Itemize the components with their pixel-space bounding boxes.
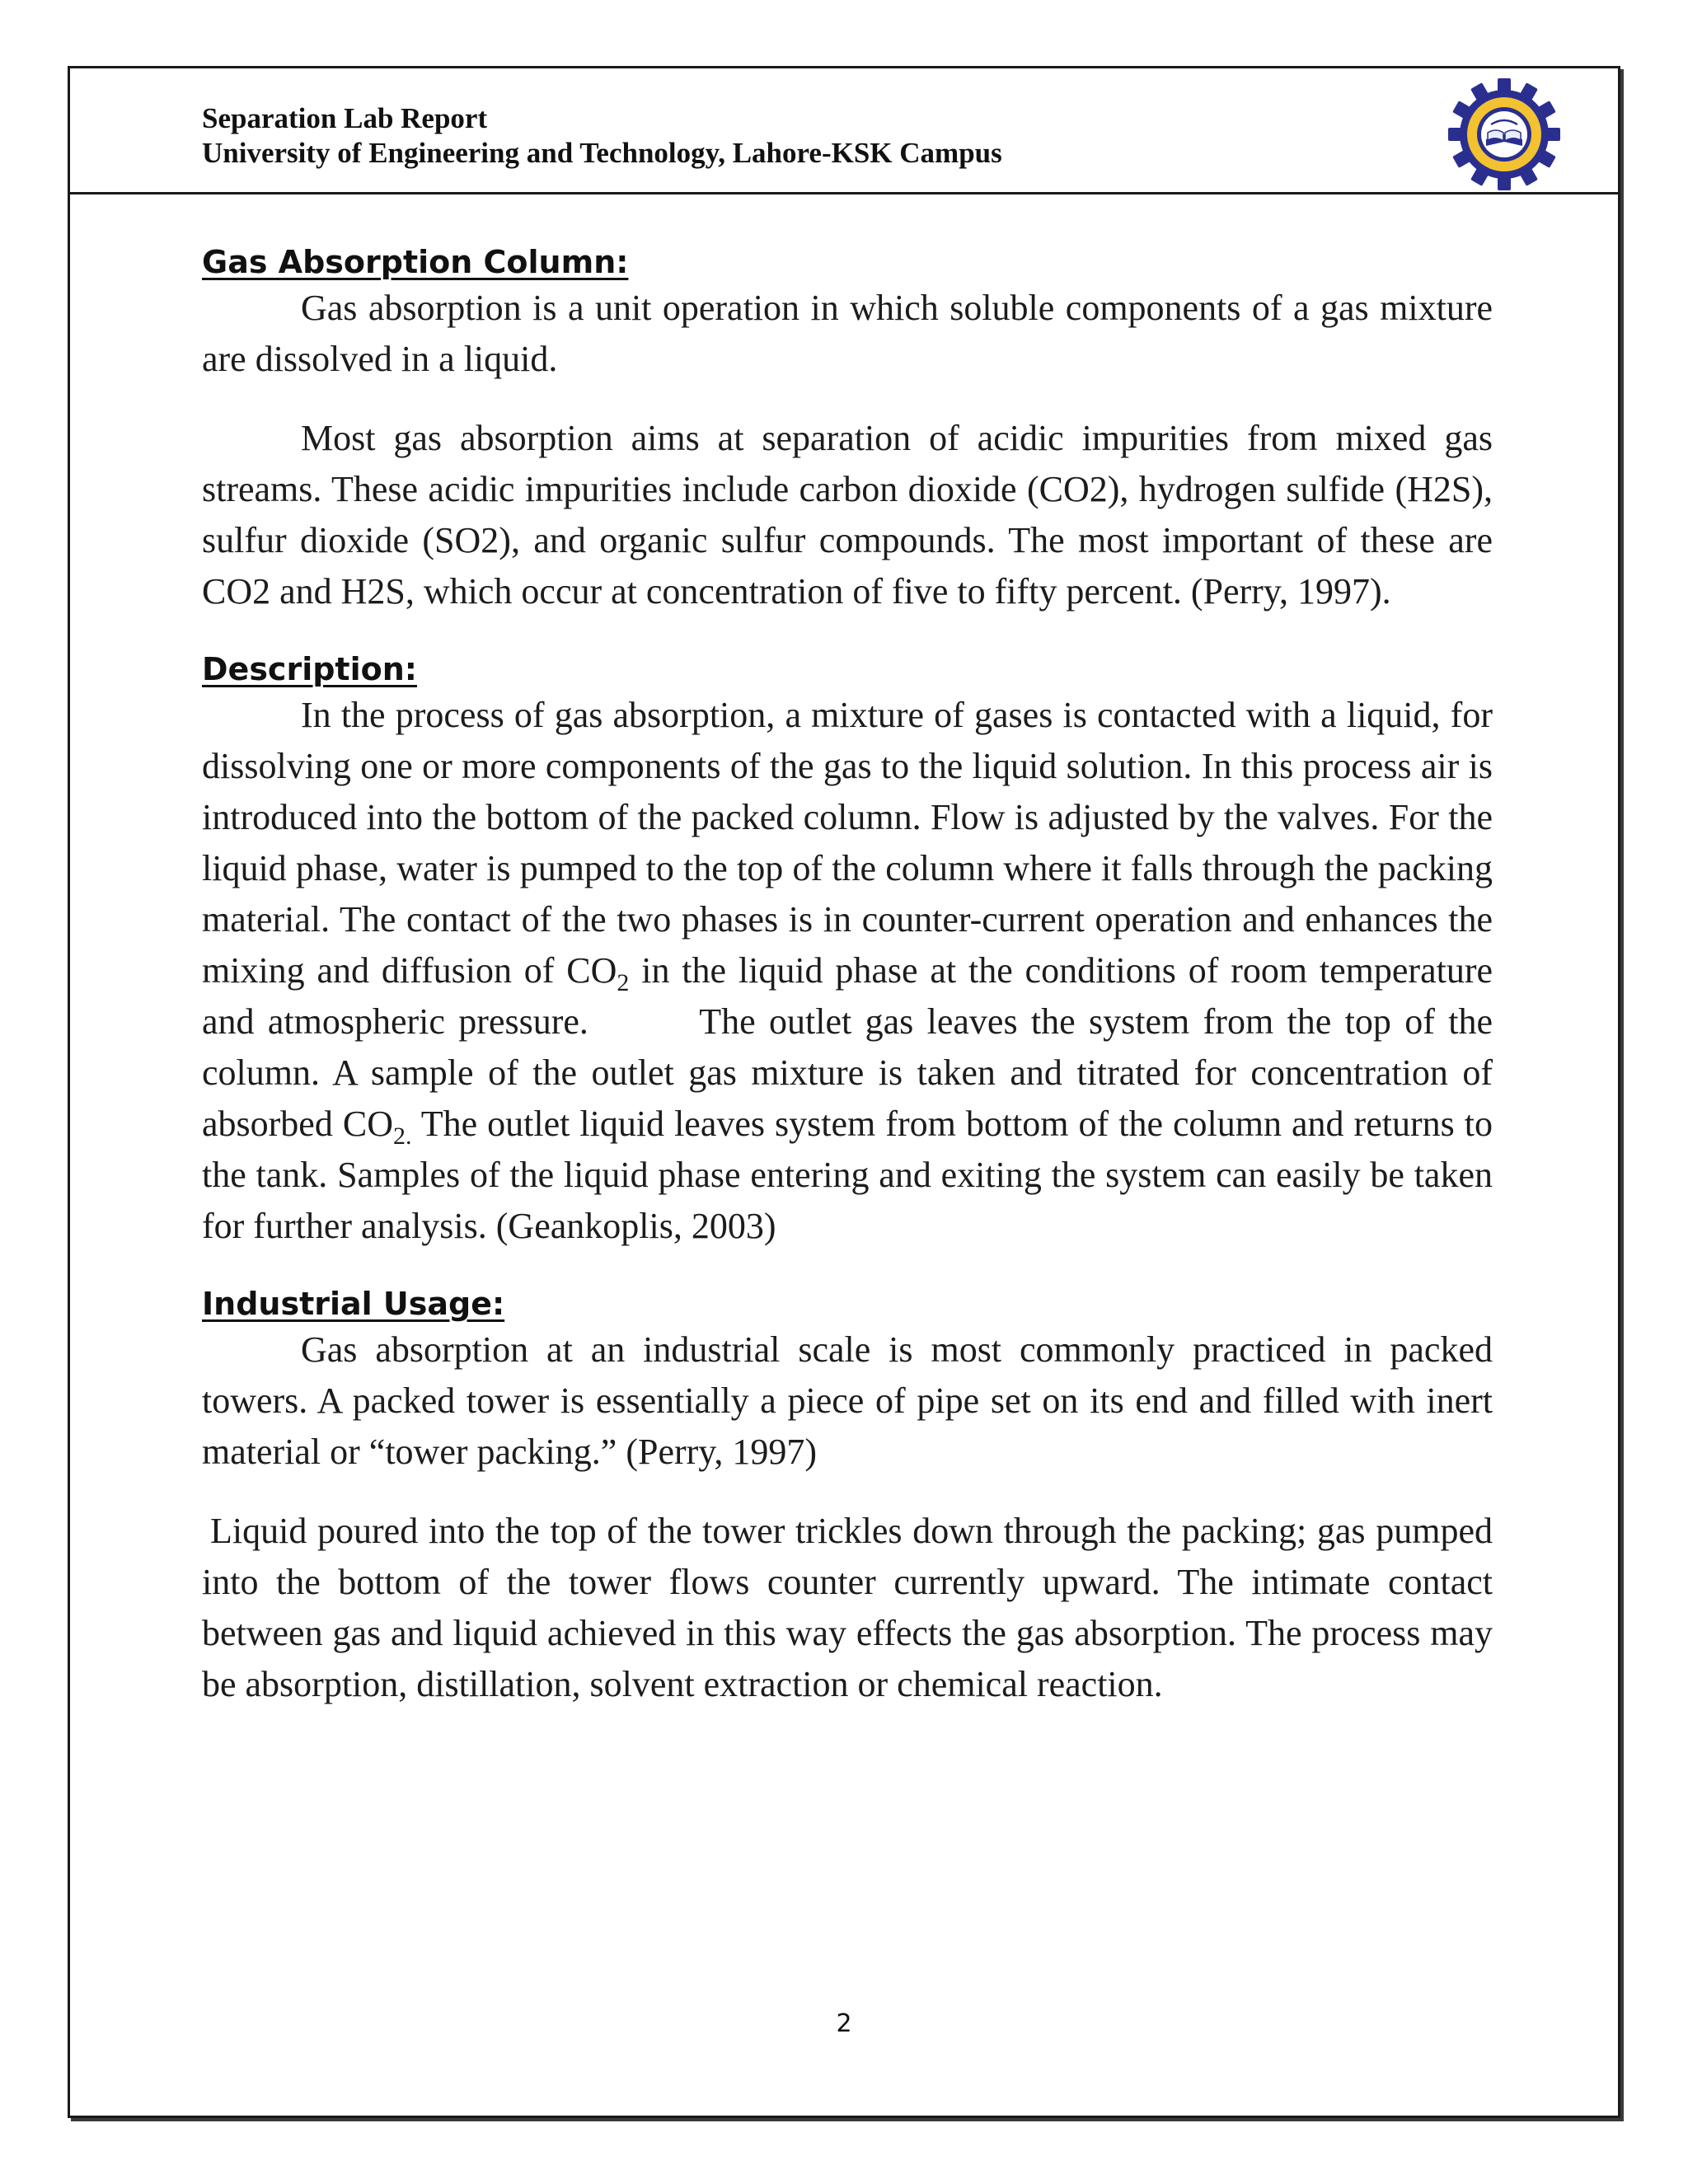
description-text-part-4: The outlet liquid leaves system from bottom of the column and returns to the tank. Samples of the liquid phase entering and exiting the system can easily be taken for further analysis. (Geankoplis, 2003): [202, 1104, 1493, 1246]
section-title-industrial-usage: Industrial Usage:: [202, 1286, 505, 1322]
page-header: [70, 68, 1618, 194]
page-number: 2: [836, 2009, 852, 2038]
page-frame: [68, 66, 1620, 2118]
report-title: Separation Lab Report: [202, 102, 488, 134]
description-text-part-2: in the liquid phase at the conditions of room temperature and atmospheric pressure.: [202, 950, 1493, 1042]
university-seal-icon: [1448, 78, 1560, 190]
header-text: [202, 101, 1002, 171]
gas-absorption-paragraph-1: Gas absorption is a unit operation in which soluble components of a gas mixture are dissolved in a liquid.: [202, 288, 1493, 379]
co2-subscript-2: 2.: [392, 1122, 412, 1150]
gas-absorption-paragraph-2: Most gas absorption aims at separation of acidic impurities from mixed gas streams. These acidic impurities include carbon dioxide (CO2), hydrogen sulfide (H2S), sulfur dioxide (SO2), and organic sulfur compounds. The most important of these are CO2 and H2S, which occur at concentration of five to fifty percent. (Perry, 1997).: [202, 418, 1493, 612]
page-content: [202, 241, 1493, 1710]
description-text-part-1: In the process of gas absorption, a mixture of gases is contacted with a liquid, for dissolving one or more components of the gas to the liquid solution. In this process air is introduced into the bottom of the packed column. Flow is adjusted by the valves. For the liquid phase, water is pumped to the top of the column where it falls through the packing material. The contact of the two phases is in counter-current operation and enhances the mixing and diffusion of CO: [202, 695, 1493, 991]
industrial-paragraph-2: Liquid poured into the top of the tower trickles down through the packing; gas pumped into the bottom of the tower flows counter currently upward. The intimate contact between gas and liquid achieved in this way effects the gas absorption. The process may be absorption, distillation, solvent extraction or chemical reaction.: [202, 1511, 1493, 1704]
industrial-paragraph-1: Gas absorption at an industrial scale is most commonly practiced in packed towers. A packed tower is essentially a piece of pipe set on its end and filled with inert material or “tower packing.” (Perry, 1997): [202, 1329, 1493, 1472]
description-paragraph: [202, 690, 1493, 1252]
description-text-part-3: The outlet gas leaves the system from the top of the column. A sample of the outlet gas mixture is taken and titrated for concentration of absorbed CO: [202, 1001, 1493, 1144]
co2-subscript-1: 2: [617, 968, 630, 996]
section-title-gas-absorption: Gas Absorption Column:: [202, 244, 629, 280]
university-name: University of Engineering and Technology, Lahore-KSK Campus: [202, 137, 1002, 169]
section-title-description: Description:: [202, 651, 417, 687]
